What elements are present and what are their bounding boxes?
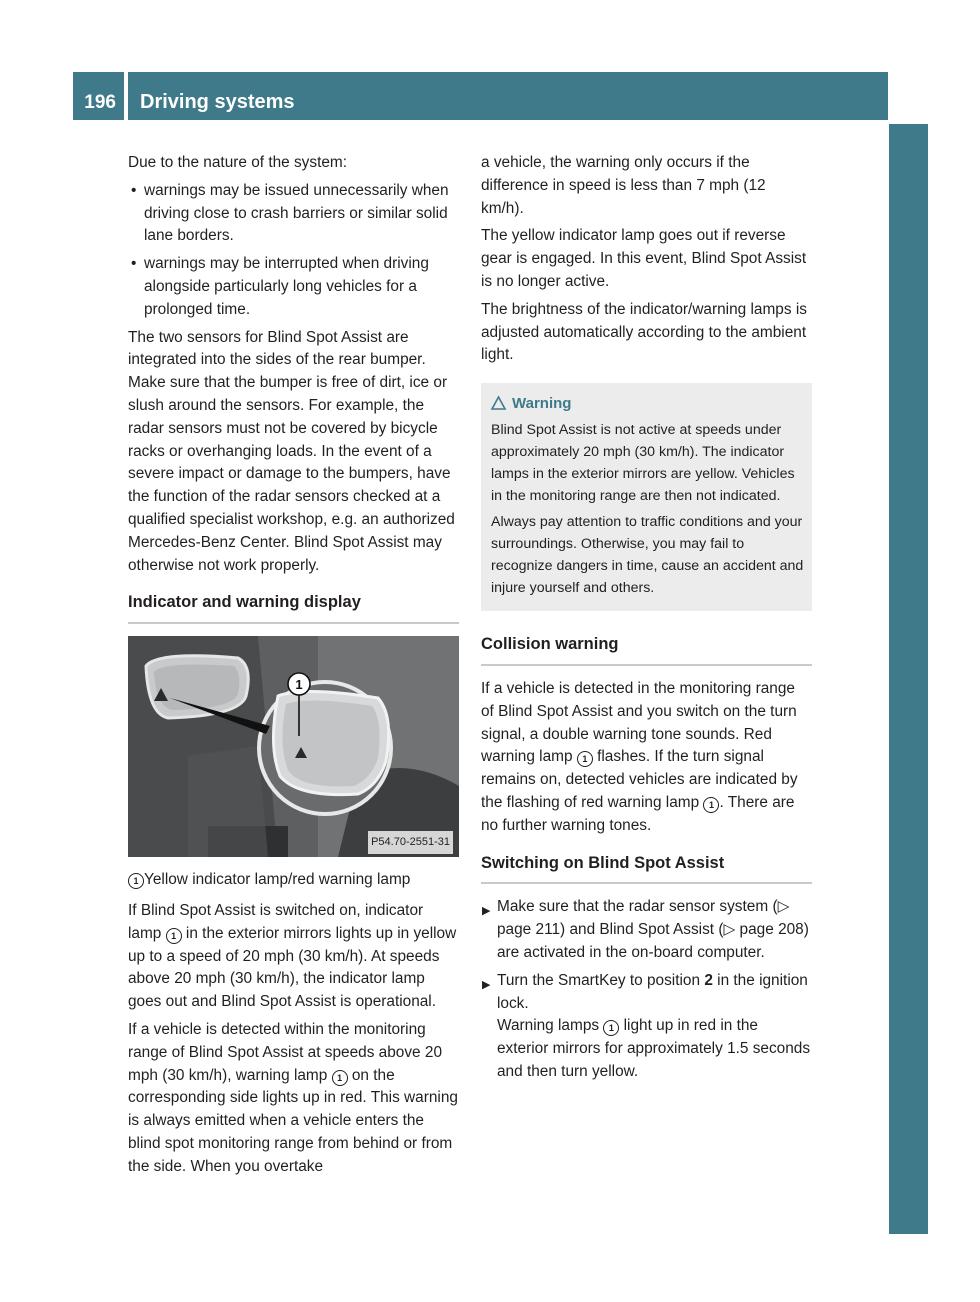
reverse-paragraph: The yellow indicator lamp goes out if reverse gear is engaged. In this event, Blind Spot Assist is no longer active. xyxy=(481,227,807,290)
callout-1-icon: 1 xyxy=(577,751,593,767)
header-bar xyxy=(128,72,888,120)
overtake-paragraph: a vehicle, the warning only occurs if the difference in speed is less than 7 mph (12 km/h). xyxy=(481,154,766,217)
collision-paragraph: If a vehicle is detected in the monitoring range of Blind Spot Assist and you switch on the turn signal, a double warning tone sounds. Red warning lamp 1 flashes. If the turn signal remains on, detected vehicles are indicated by the flashing of red warning lamp 1 . There are no further warning tones. xyxy=(481,679,798,834)
callout-1-icon: 1 xyxy=(166,928,182,944)
mirror-illustration xyxy=(128,636,459,857)
page-title: Driving systems xyxy=(140,91,295,113)
page-number-box xyxy=(73,72,124,120)
heading-switching: Switching on Blind Spot Assist xyxy=(481,852,812,885)
warning-text-1: Blind Spot Assist is not active at speeds under approximately 20 mph (30 km/h). The indicator lamps in the exterior mirrors are yellow. Vehicles in the monitoring range are then not indicated. xyxy=(491,422,795,505)
heading-indicator: Indicator and warning display xyxy=(128,591,459,624)
heading-collision: Collision warning xyxy=(481,633,812,666)
brightness-paragraph: The brightness of the indicator/warning lamps is adjusted automatically according to the ambient light. xyxy=(481,300,807,364)
bullet-item: • warnings may be interrupted when driving alongside particularly long vehicles for a prolonged time. xyxy=(131,255,429,318)
warning-box xyxy=(481,383,812,611)
mirror-figure xyxy=(128,636,459,857)
side-tab-label: Driving and parking xyxy=(955,294,980,501)
left-column xyxy=(128,152,459,1184)
step-arrow-icon: ▶ xyxy=(482,905,491,918)
step-item: ▶ Make sure that the radar sensor system (▷ page 211) and Blind Spot Assist (▷ page 208) are activated in the on-board computer. xyxy=(482,898,809,961)
indicator-paragraph: If Blind Spot Assist is switched on, indicator lamp 1 in the exterior mirrors lights up in yellow up to a speed of 20 mph (30 km/h). At speeds above 20 mph (30 km/h), the indicator lamp goes out and Blind Spot Assist is operational. xyxy=(128,901,457,1011)
side-tab xyxy=(889,124,980,1234)
warning-triangle-icon xyxy=(491,396,506,410)
warning-title: Warning xyxy=(491,393,804,415)
callout-1-icon: 1 xyxy=(703,797,719,813)
callout-1-icon: 1 xyxy=(128,873,144,889)
callout-1: 1 xyxy=(295,677,303,693)
step-item: ▶ Turn the SmartKey to position 2 in the ignition lock. Warning lamps 1 light up in red in the exterior mirrors for approximately 1.5 seconds and then turn yellow. xyxy=(482,971,811,1080)
figure-code: P54.70-2551-31 xyxy=(368,831,453,854)
warning-text-2: Always pay attention to traffic conditions and your surroundings. Otherwise, you may fail to recognize dangers in time, cause an accident and injure yourself and others. xyxy=(491,514,804,597)
detection-paragraph: If a vehicle is detected within the monitoring range of Blind Spot Assist at speeds above 20 mph (30 km/h), warning lamp 1 on the corresponding side lights up in red. This warning is always emitted when a vehicle enters the blind spot monitoring range from behind or from the side. When you overtake xyxy=(128,1020,458,1175)
right-column xyxy=(481,152,812,1089)
page-number: 196 xyxy=(84,92,116,113)
intro-text: Due to the nature of the system: xyxy=(128,154,348,171)
step-arrow-icon: ▶ xyxy=(482,978,491,991)
bullet-item: • warnings may be issued unnecessarily when driving close to crash barriers or similar solid lane borders. xyxy=(131,181,449,245)
figure-legend: 1 Yellow indicator lamp/red warning lamp xyxy=(128,869,459,892)
callout-1-icon: 1 xyxy=(332,1070,348,1086)
sensors-paragraph: The two sensors for Blind Spot Assist are integrated into the sides of the rear bumper. Make sure that the bumper is free of dirt, ice or slush around the sensors. For example, the radar sensors must not be covered by bicycle racks or overhanging loads. In the event of a severe impact or damage to the bumpers, have the function of the radar sensors checked at a qualified specialist workshop, e.g. an authorized Mercedes-Benz Center. Blind Spot Assist may otherwise not work properly. xyxy=(128,328,455,574)
callout-1-icon: 1 xyxy=(603,1020,619,1036)
